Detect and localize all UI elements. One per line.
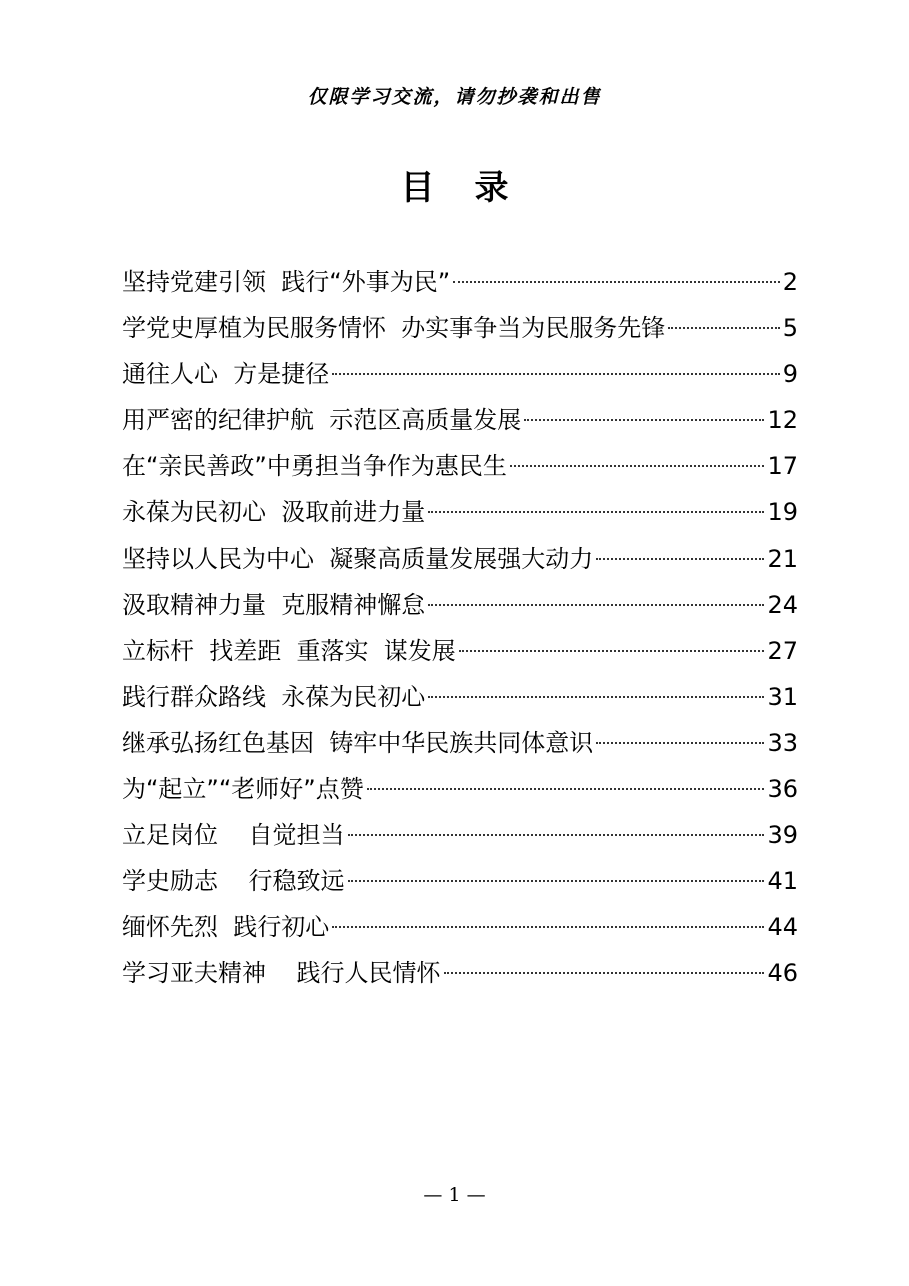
toc-entry-title: 学史励志 行稳致远: [122, 867, 345, 896]
toc-leader-dots: [428, 511, 764, 513]
toc-entry[interactable]: [122, 674, 798, 720]
toc-entry-title: 坚持党建引领 践行“外事为民”: [122, 268, 451, 296]
toc-entry-page: 2: [782, 268, 798, 296]
page-title: 目录: [400, 168, 549, 208]
toc-leader-dots: [444, 972, 765, 974]
toc-leader-dots: [459, 650, 765, 652]
toc-entry-title: 继承弘扬红色基因 铸牢中华民族共同体意识: [122, 728, 594, 757]
toc-entry-page: 31: [767, 682, 798, 711]
toc-entry-page: 46: [767, 959, 798, 988]
toc-entry-page: 39: [767, 821, 798, 850]
toc-entry-page: 24: [767, 590, 798, 619]
toc-entry-title: 通往人心 方是捷径: [122, 360, 330, 389]
toc-leader-dots: [367, 788, 765, 790]
toc-entry[interactable]: [122, 720, 798, 766]
toc-entry[interactable]: [122, 305, 798, 351]
toc-entry-title: 立标杆 找差距 重落实 谋发展: [122, 636, 456, 665]
toc-entry[interactable]: [122, 259, 798, 305]
toc-leader-dots: [510, 465, 765, 467]
toc-entry-page: 36: [767, 775, 798, 804]
toc-entry[interactable]: [122, 443, 798, 489]
toc-entry-page: 17: [767, 452, 798, 481]
toc-entry-page: 19: [767, 498, 798, 527]
toc-entry-title: 汲取精神力量 克服精神懈怠: [122, 590, 426, 619]
toc-entry-title: 缅怀先烈 践行初心: [122, 913, 330, 942]
page-number: — 1 —: [423, 1184, 486, 1206]
toc-leader-dots: [453, 281, 780, 283]
toc-entry[interactable]: [122, 766, 798, 812]
toc-entry-title: 坚持以人民为中心 凝聚高质量发展强大动力: [122, 544, 594, 573]
toc-leader-dots: [668, 327, 779, 329]
toc-entry-page: 27: [767, 636, 798, 665]
toc-entry-page: 5: [782, 314, 798, 343]
toc-entry[interactable]: [122, 858, 798, 904]
toc-leader-dots: [596, 558, 764, 560]
header-note: 仅限学习交流，请勿抄袭和出售: [307, 86, 602, 108]
toc-entry-title: 学习亚夫精神 践行人民情怀: [122, 959, 441, 988]
toc-entry-page: 33: [767, 728, 798, 757]
toc-leader-dots: [524, 419, 764, 421]
toc-entry-page: 21: [767, 544, 798, 573]
toc-leader-dots: [332, 926, 764, 928]
toc-entry[interactable]: [122, 351, 798, 397]
toc-entry[interactable]: [122, 582, 798, 628]
toc-entry-title: 立足岗位 自觉担当: [122, 821, 345, 850]
toc-entry-title: 在“亲民善政”中勇担当争作为惠民生: [122, 452, 507, 481]
toc-leader-dots: [428, 696, 764, 698]
toc-leader-dots: [348, 834, 765, 836]
toc-entry[interactable]: [122, 904, 798, 950]
toc-entry-title: 用严密的纪律护航 示范区高质量发展: [122, 406, 522, 435]
toc-entry[interactable]: [122, 950, 798, 996]
toc-entry[interactable]: [122, 628, 798, 674]
toc-entry-page: 12: [767, 406, 798, 435]
toc-leader-dots: [332, 373, 779, 375]
toc-entry[interactable]: [122, 812, 798, 858]
toc-entry-title: 永葆为民初心 汲取前进力量: [122, 498, 426, 527]
toc-entry-title: 学党史厚植为民服务情怀 办实事争当为民服务先锋: [122, 314, 666, 343]
toc-leader-dots: [596, 742, 764, 744]
toc-entry-page: 44: [767, 913, 798, 942]
toc-entry-page: 9: [782, 360, 798, 389]
toc-entry-title: 践行群众路线 永葆为民初心: [122, 682, 426, 711]
toc-list: [122, 259, 798, 997]
toc-entry-title: 为“起立”“老师好”点赞: [122, 775, 364, 804]
toc-entry-page: 41: [767, 867, 798, 896]
toc-leader-dots: [348, 880, 765, 882]
toc-leader-dots: [428, 604, 764, 606]
toc-entry[interactable]: [122, 489, 798, 535]
toc-entry[interactable]: [122, 397, 798, 443]
toc-entry[interactable]: [122, 536, 798, 582]
